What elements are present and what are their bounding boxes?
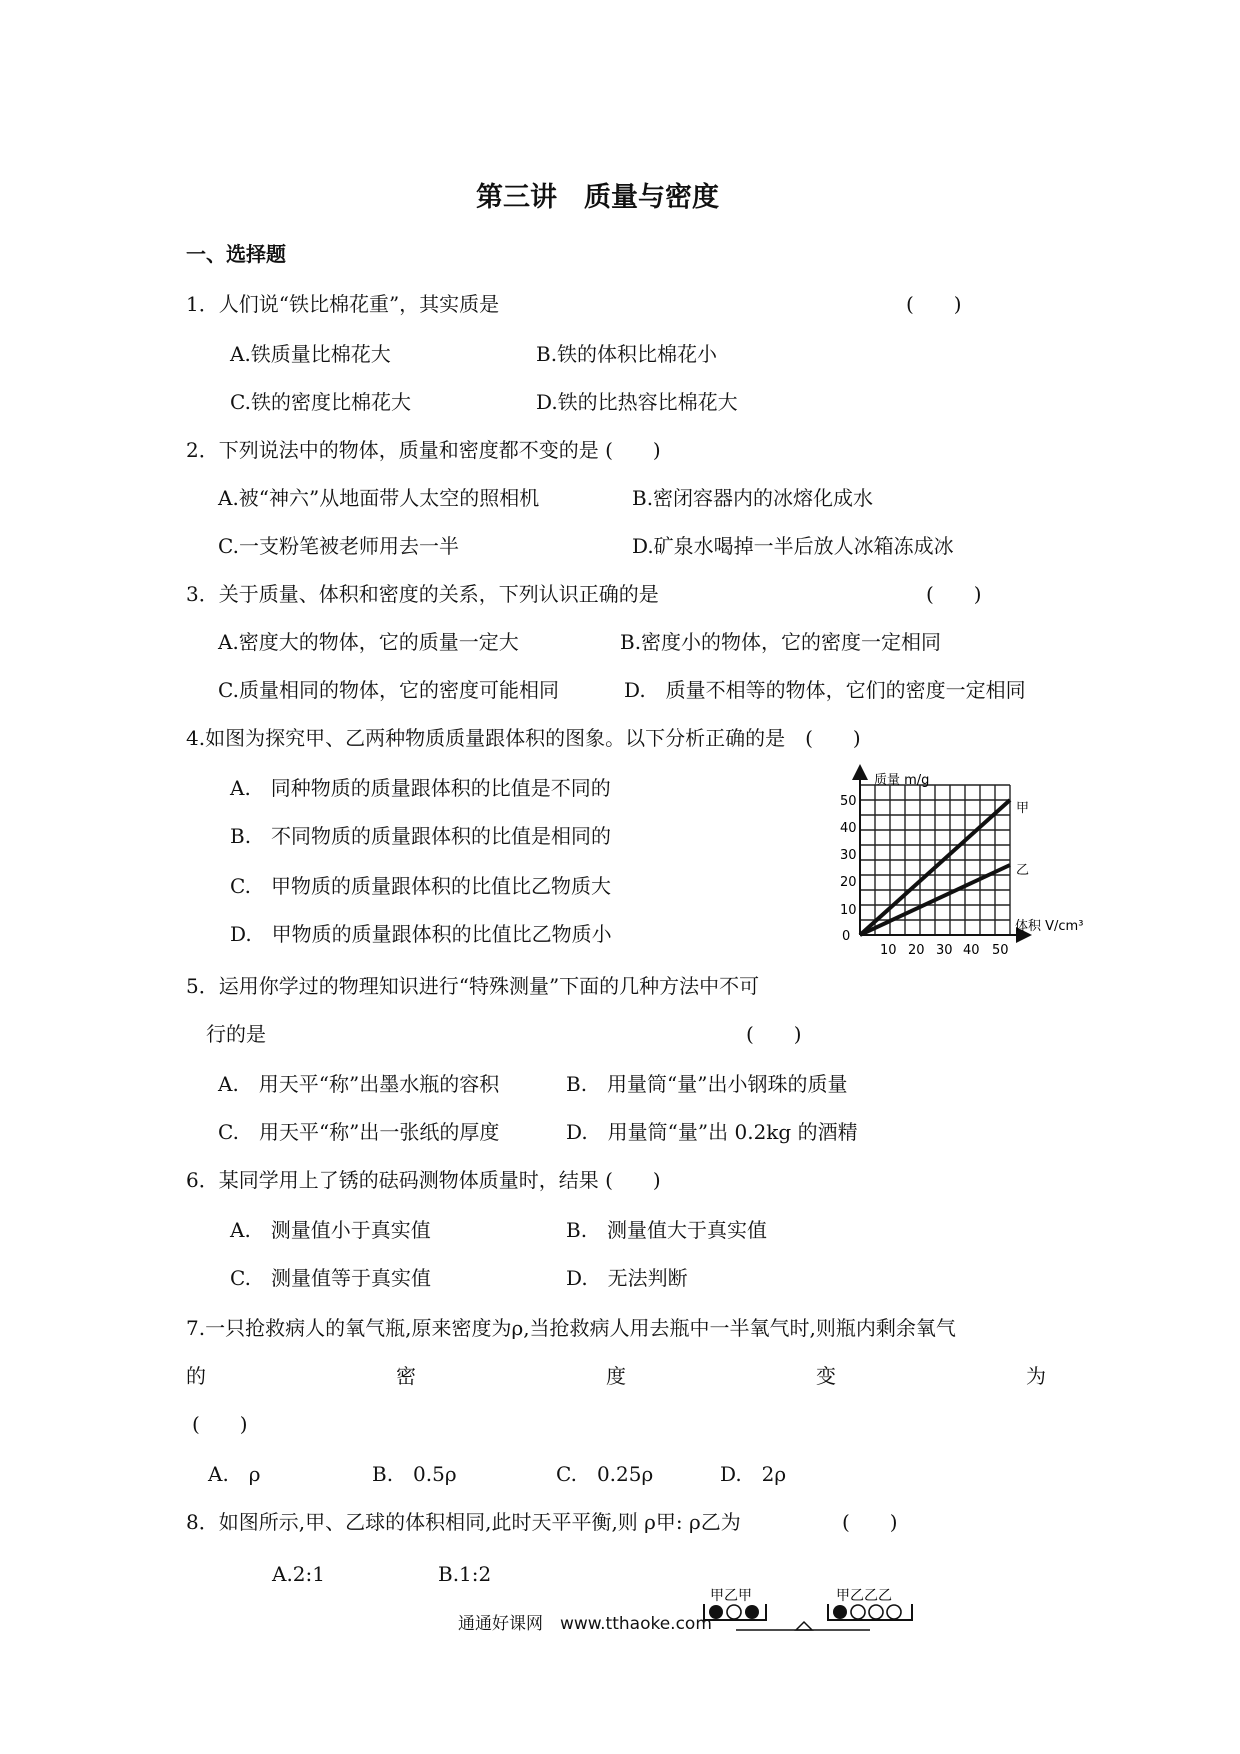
- q8-option-b[interactable]: B.1:2: [438, 1562, 492, 1586]
- q6-option-d[interactable]: D. 无法判断: [566, 1266, 688, 1290]
- q3-bracket: ( ): [926, 582, 982, 606]
- q1-option-c[interactable]: C.铁的密度比棉花大: [230, 390, 411, 414]
- y-tick-40: 40: [840, 821, 857, 836]
- x-tick-50: 50: [992, 943, 1009, 958]
- q3-stem: 3．关于质量、体积和密度的关系，下列认识正确的是: [186, 582, 659, 606]
- q7-stem: 7.一只抢救病人的氧气瓶,原来密度为ρ,当抢救病人用去瓶中一半氧气时,则瓶内剩余氧气: [186, 1316, 956, 1340]
- q4-stem: 4.如图为探究甲、乙两种物质质量跟体积的图象。以下分析正确的是 ( ): [186, 726, 861, 750]
- q5-option-c[interactable]: C. 用天平“称”出一张纸的厚度: [218, 1120, 500, 1144]
- q7-option-c[interactable]: C. 0.25ρ: [556, 1462, 654, 1486]
- x-axis-label: 体积 V/cm³: [1015, 919, 1084, 934]
- y-tick-50: 50: [840, 794, 857, 809]
- q1-option-d[interactable]: D.铁的比热容比棉花大: [536, 390, 738, 414]
- q6-option-b[interactable]: B. 测量值大于真实值: [566, 1218, 768, 1242]
- ball-yi: [727, 1605, 741, 1619]
- q5-option-d[interactable]: D. 用量筒“量”出 0.2kg 的酒精: [566, 1120, 858, 1144]
- balance-fulcrum: [796, 1622, 812, 1630]
- q2-option-d[interactable]: D.矿泉水喝掉一半后放人冰箱冻成冰: [632, 534, 954, 558]
- q7-word-2: 密: [396, 1364, 416, 1388]
- x-tick-30: 30: [936, 943, 953, 958]
- right-pan-labels: 甲乙乙乙: [836, 1587, 892, 1603]
- line-yi-label: 乙: [1016, 863, 1030, 878]
- ball-yi: [887, 1605, 901, 1619]
- q1-bracket: ( ): [906, 292, 962, 316]
- q1-option-a[interactable]: A.铁质量比棉花大: [230, 342, 391, 366]
- origin-label: 0: [842, 929, 851, 944]
- q5-stem-cont: 行的是: [206, 1022, 266, 1046]
- q8-stem: 8．如图所示,甲、乙球的体积相同,此时天平平衡,则 ρ甲: ρ乙为: [186, 1510, 741, 1534]
- q7-word-1: 的: [186, 1364, 206, 1388]
- ball-jia: [833, 1605, 847, 1619]
- y-axis-label: 质量 m/g: [874, 773, 930, 788]
- ball-yi: [851, 1605, 865, 1619]
- q3-option-b[interactable]: B.密度小的物体，它的密度一定相同: [620, 630, 942, 654]
- x-tick-10: 10: [880, 943, 897, 958]
- q7-word-5: 为: [1026, 1364, 1046, 1388]
- q5-bracket: ( ): [746, 1022, 802, 1046]
- y-tick-20: 20: [840, 875, 857, 890]
- q3-option-a[interactable]: A.密度大的物体，它的质量一定大: [218, 630, 519, 654]
- q4-option-a[interactable]: A. 同种物质的质量跟体积的比值是不同的: [230, 776, 611, 800]
- q6-stem: 6．某同学用上了锈的砝码测物体质量时，结果 ( ): [186, 1168, 661, 1192]
- q4-option-c[interactable]: C. 甲物质的质量跟体积的比值比乙物质大: [230, 874, 611, 898]
- q7-word-3: 度: [606, 1364, 626, 1388]
- q4-option-b[interactable]: B. 不同物质的质量跟体积的比值是相同的: [230, 824, 612, 848]
- balance-figure: [700, 1586, 940, 1646]
- q7-word-4: 变: [816, 1364, 836, 1388]
- q2-option-a[interactable]: A.被“神六”从地面带人太空的照相机: [218, 486, 540, 510]
- q7-bracket: ( ): [192, 1412, 248, 1436]
- q7-option-b[interactable]: B. 0.5ρ: [372, 1462, 457, 1486]
- page-title: 第三讲 质量与密度: [476, 182, 719, 213]
- q7-option-d[interactable]: D. 2ρ: [720, 1462, 787, 1486]
- q5-stem: 5．运用你学过的物理知识进行“特殊测量”下面的几种方法中不可: [186, 974, 760, 998]
- y-tick-30: 30: [840, 848, 857, 863]
- mass-volume-graph: [830, 762, 1090, 962]
- q4-option-d[interactable]: D. 甲物质的质量跟体积的比值比乙物质小: [230, 922, 612, 946]
- q1-option-b[interactable]: B.铁的体积比棉花小: [536, 342, 718, 366]
- y-tick-10: 10: [840, 903, 857, 918]
- footer-text: 通通好课网 www.tthaoke.com: [458, 1614, 712, 1634]
- x-tick-40: 40: [963, 943, 980, 958]
- q6-option-c[interactable]: C. 测量值等于真实值: [230, 1266, 431, 1290]
- ball-yi: [869, 1605, 883, 1619]
- q2-stem: 2．下列说法中的物体，质量和密度都不变的是 ( ): [186, 438, 661, 462]
- q3-option-d[interactable]: D. 质量不相等的物体，它们的密度一定相同: [624, 678, 1026, 702]
- q2-option-c[interactable]: C.一支粉笔被老师用去一半: [218, 534, 459, 558]
- q3-option-c[interactable]: C.质量相同的物体，它的密度可能相同: [218, 678, 559, 702]
- left-pan-labels: 甲乙甲: [710, 1587, 752, 1603]
- q5-option-a[interactable]: A. 用天平“称”出墨水瓶的容积: [218, 1072, 500, 1096]
- q8-bracket: ( ): [842, 1510, 898, 1534]
- q1-stem: 1．人们说“铁比棉花重”，其实质是: [186, 292, 500, 316]
- q5-option-b[interactable]: B. 用量筒“量”出小钢珠的质量: [566, 1072, 848, 1096]
- q7-option-a[interactable]: A. ρ: [208, 1462, 261, 1486]
- x-tick-20: 20: [908, 943, 925, 958]
- q8-option-a[interactable]: A.2:1: [272, 1562, 325, 1586]
- ball-jia: [745, 1605, 759, 1619]
- line-jia-label: 甲: [1016, 801, 1030, 816]
- section-heading: 一、选择题: [186, 242, 286, 266]
- q2-option-b[interactable]: B.密闭容器内的冰熔化成水: [632, 486, 874, 510]
- q6-option-a[interactable]: A. 测量值小于真实值: [230, 1218, 431, 1242]
